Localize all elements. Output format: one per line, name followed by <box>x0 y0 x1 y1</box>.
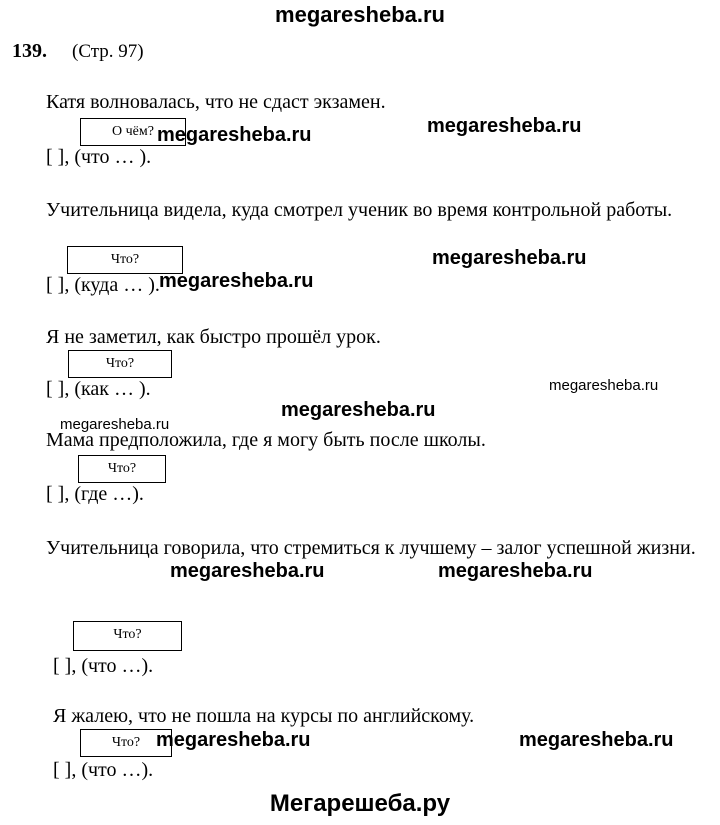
scheme-1: [ ], (что … ). <box>46 146 152 168</box>
sentence-5: Учительница говорила, что стремиться к лучшему – залог успешной жизни. <box>46 537 696 559</box>
watermark-small: megaresheba.ru <box>549 377 659 394</box>
question-box-6: Что? <box>80 729 172 757</box>
site-header: megaresheba.ru <box>275 2 445 27</box>
scheme-6: [ ], (что …). <box>53 759 154 781</box>
scheme-5: [ ], (что …). <box>53 655 154 677</box>
sentence-3: Я не заметил, как быстро прошёл урок. <box>46 326 381 348</box>
watermark: megaresheba.ru <box>156 729 311 751</box>
task-number: 139. <box>12 40 47 62</box>
question-box-4: Что? <box>78 455 166 483</box>
scheme-2: [ ], (куда … ). <box>46 274 160 296</box>
sentence-1: Катя волновалась, что не сдаст экзамен. <box>46 91 386 113</box>
watermark: megaresheba.ru <box>427 115 582 137</box>
question-box-2: Что? <box>67 246 183 274</box>
site-footer: Мегарешеба.ру <box>269 790 451 817</box>
watermark: megaresheba.ru <box>159 270 314 292</box>
sentence-2: Учительница видела, куда смотрел ученик во время контрольной работы. <box>46 199 673 221</box>
watermark-small: megaresheba.ru <box>60 416 170 433</box>
watermark: megaresheba.ru <box>157 124 312 146</box>
scheme-3: [ ], (как … ). <box>46 378 151 400</box>
question-box-1: О чём? <box>80 118 186 146</box>
watermark: megaresheba.ru <box>432 247 587 269</box>
watermark: megaresheba.ru <box>519 729 674 751</box>
question-box-5: Что? <box>73 621 182 651</box>
sentence-6: Я жалею, что не пошла на курсы по английскому. <box>53 705 475 727</box>
watermark: megaresheba.ru <box>281 399 436 421</box>
question-box-3: Что? <box>68 350 172 378</box>
watermark: megaresheba.ru <box>170 560 325 582</box>
scheme-4: [ ], (где …). <box>46 483 144 505</box>
task-page-ref: (Стр. 97) <box>72 41 144 62</box>
sentence-4: Мама предположила, где я могу быть после школы. <box>46 429 486 451</box>
watermark: megaresheba.ru <box>438 560 593 582</box>
